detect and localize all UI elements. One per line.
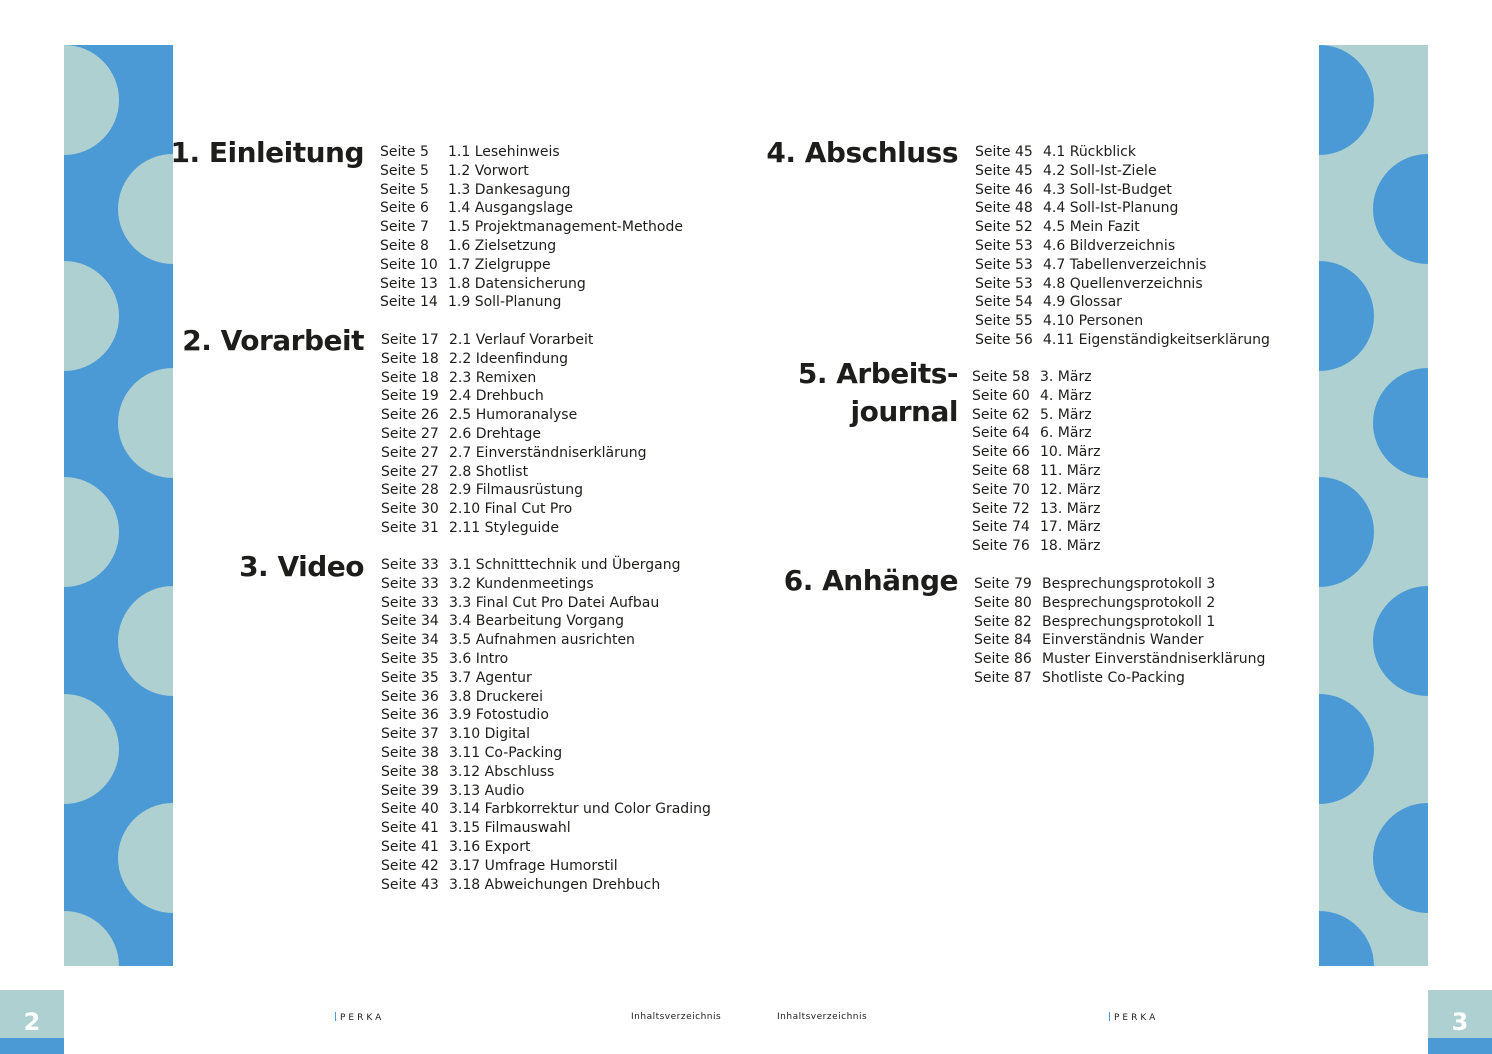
toc-page: Seite 27: [381, 463, 439, 480]
toc-label: 3.10 Digital: [449, 726, 531, 743]
entries-abschluss: [975, 143, 1270, 350]
toc-page: Seite 18: [381, 369, 439, 386]
page-number-text: 2: [23, 1008, 41, 1036]
toc-entry[interactable]: [381, 425, 647, 444]
toc-label: 3.11 Co-Packing: [449, 744, 563, 761]
brand-right: [1109, 1012, 1158, 1023]
section-title-line: 2. Vorarbeit: [182, 324, 364, 357]
toc-label: 4.10 Personen: [1043, 313, 1144, 330]
toc-page: Seite 33: [381, 557, 439, 573]
toc-label: Shotliste Co-Packing: [1042, 669, 1185, 686]
toc-label: 3.2 Kundenmeetings: [449, 575, 594, 592]
toc-page: Seite 10: [380, 256, 438, 273]
toc-label: 3.3 Final Cut Pro Datei Aufbau: [449, 594, 660, 611]
toc-page: Seite 43: [381, 876, 439, 893]
toc-label: 4.6 Bildverzeichnis: [1043, 237, 1176, 254]
toc-label: 4.1 Rückblick: [1043, 144, 1136, 160]
toc-entry[interactable]: [380, 293, 683, 312]
toc-entry[interactable]: [974, 613, 1265, 632]
toc-entry[interactable]: [381, 556, 711, 575]
toc-label: 2.1 Verlauf Vorarbeit: [449, 332, 594, 348]
toc-label: 3.14 Farbkorrektur und Color Grading: [449, 801, 711, 818]
toc-page: Seite 41: [381, 820, 439, 837]
toc-entry[interactable]: [381, 688, 711, 707]
brand-bar-icon: [1109, 1012, 1110, 1021]
toc-page: Seite 34: [381, 632, 439, 649]
toc-entry[interactable]: [380, 143, 683, 162]
toc-entry[interactable]: [381, 594, 711, 613]
toc-label: 3.4 Bearbeitung Vorgang: [449, 613, 625, 630]
toc-page: Seite 30: [381, 501, 439, 518]
toc-entry[interactable]: [380, 218, 683, 237]
left-decorative-strip: [64, 45, 173, 966]
page-number-text: 3: [1451, 1008, 1469, 1036]
toc-page: Seite 7: [380, 219, 429, 236]
toc-label: Besprechungsprotokoll 2: [1042, 594, 1216, 611]
section-title-arbeitsjournal: [798, 355, 958, 431]
entries-arbeitsjournal: [972, 368, 1100, 556]
toc-label: 2.7 Einverständniserklärung: [449, 444, 647, 461]
toc-entry[interactable]: [380, 256, 683, 275]
toc-entry[interactable]: [381, 819, 711, 838]
toc-label: 3.8 Druckerei: [449, 688, 543, 705]
toc-page: Seite 72: [972, 500, 1030, 517]
toc-label: 6. März: [1040, 425, 1092, 442]
toc-entry[interactable]: [381, 744, 711, 763]
toc-label: 4.4 Soll-Ist-Planung: [1043, 200, 1179, 217]
toc-label: 5. März: [1040, 406, 1092, 423]
toc-entry[interactable]: [972, 537, 1100, 556]
toc-label: 1.1 Lesehinweis: [448, 144, 560, 160]
toc-page: Seite 17: [381, 332, 439, 348]
toc-label: 17. März: [1040, 519, 1101, 536]
toc-page: Seite 45: [975, 162, 1033, 179]
toc-entry[interactable]: [381, 369, 647, 388]
section-title-line: 6. Anhänge: [783, 564, 958, 597]
toc-page: Seite 87: [974, 669, 1032, 686]
toc-entry[interactable]: [975, 275, 1270, 294]
toc-page: Seite 19: [381, 388, 439, 405]
toc-page: Seite 5: [380, 162, 429, 179]
toc-entry[interactable]: [975, 143, 1270, 162]
right-circle-pattern: [1319, 45, 1428, 966]
toc-entry[interactable]: [381, 706, 711, 725]
toc-page: Seite 84: [974, 632, 1032, 649]
toc-label: 3.12 Abschluss: [449, 763, 555, 780]
toc-entry[interactable]: [972, 406, 1100, 425]
toc-label: 3.7 Agentur: [449, 669, 532, 686]
toc-entry[interactable]: [381, 406, 647, 425]
toc-label: 1.5 Projektmanagement-Methode: [448, 219, 683, 236]
toc-page: Seite 34: [381, 613, 439, 630]
entries-anhaenge: [974, 575, 1265, 688]
toc-label: 2.8 Shotlist: [449, 463, 529, 480]
toc-label: 2.4 Drehbuch: [449, 388, 544, 405]
toc-entry[interactable]: [972, 462, 1100, 481]
toc-label: 1.4 Ausgangslage: [448, 200, 573, 217]
toc-page: Seite 36: [381, 688, 439, 705]
toc-page: Seite 40: [381, 801, 439, 818]
toc-label: 3.16 Export: [449, 838, 531, 855]
toc-page: Seite 76: [972, 538, 1030, 555]
toc-entry[interactable]: [381, 444, 647, 463]
toc-label: 4.3 Soll-Ist-Budget: [1043, 181, 1172, 198]
left-circle-pattern: [64, 45, 173, 966]
toc-label: 1.9 Soll-Planung: [448, 294, 562, 311]
toc-page: Seite 18: [381, 350, 439, 367]
toc-label: Besprechungsprotokoll 3: [1042, 576, 1216, 592]
toc-page: Seite 80: [974, 594, 1032, 611]
toc-page: Seite 37: [381, 726, 439, 743]
toc-label: 1.8 Datensicherung: [448, 275, 586, 292]
toc-entry[interactable]: [381, 763, 711, 782]
footer-label-right: Inhaltsverzeichnis: [777, 1012, 868, 1022]
toc-label: 3.18 Abweichungen Drehbuch: [449, 876, 661, 893]
toc-page: Seite 35: [381, 650, 439, 667]
toc-entry[interactable]: [381, 782, 711, 801]
toc-page: Seite 46: [975, 181, 1033, 198]
toc-entry[interactable]: [975, 237, 1270, 256]
section-title-line: 3. Video: [239, 550, 364, 583]
toc-label: 1.3 Dankesagung: [448, 181, 571, 198]
right-decorative-strip: [1319, 45, 1428, 966]
toc-entry[interactable]: [975, 181, 1270, 200]
page-number-bar: [0, 1038, 64, 1054]
page-number-bar: [1428, 1038, 1492, 1054]
toc-entry[interactable]: [381, 481, 647, 500]
toc-entry[interactable]: [974, 631, 1265, 650]
toc-entry[interactable]: [975, 331, 1270, 350]
section-title-line: 1. Einleitung: [170, 136, 364, 169]
toc-label: 11. März: [1040, 462, 1101, 479]
toc-page: Seite 64: [972, 425, 1030, 442]
toc-label: 3.1 Schnitttechnik und Übergang: [449, 557, 681, 573]
section-title-anhaenge: [784, 562, 958, 600]
toc-label: 4.5 Mein Fazit: [1043, 219, 1140, 236]
toc-entry[interactable]: [975, 312, 1270, 331]
section-title-einleitung: [170, 134, 364, 172]
toc-page: Seite 5: [380, 181, 429, 198]
toc-entry[interactable]: [380, 237, 683, 256]
toc-label: 10. März: [1040, 444, 1101, 461]
toc-entry[interactable]: [381, 500, 647, 519]
entries-einleitung: [380, 143, 683, 312]
toc-label: 3.13 Audio: [449, 782, 525, 799]
toc-entry[interactable]: [381, 857, 711, 876]
toc-entry[interactable]: [380, 199, 683, 218]
toc-page: Seite 27: [381, 425, 439, 442]
toc-entry[interactable]: [972, 518, 1100, 537]
section-title-vorarbeit: [182, 322, 364, 360]
toc-page: Seite 13: [380, 275, 438, 292]
toc-page: Seite 74: [972, 519, 1030, 536]
toc-label: 3.6 Intro: [449, 650, 509, 667]
toc-entry[interactable]: [972, 443, 1100, 462]
toc-entry[interactable]: [381, 612, 711, 631]
section-title-line: 4. Abschluss: [766, 136, 958, 169]
toc-entry[interactable]: [975, 256, 1270, 275]
toc-page: Seite 45: [975, 144, 1033, 160]
toc-entry[interactable]: [380, 181, 683, 200]
toc-page: Seite 14: [380, 294, 438, 311]
page-number-right: [1428, 990, 1492, 1054]
toc-entry[interactable]: [381, 650, 711, 669]
toc-label: 3. März: [1040, 369, 1092, 385]
toc-label: 4.9 Glossar: [1043, 294, 1122, 311]
toc-entry[interactable]: [381, 669, 711, 688]
toc-label: 4.11 Eigenständigkeitserklärung: [1043, 331, 1270, 348]
toc-entry[interactable]: [975, 199, 1270, 218]
toc-label: 2.10 Final Cut Pro: [449, 501, 573, 518]
toc-page: Seite 66: [972, 444, 1030, 461]
toc-label: Besprechungsprotokoll 1: [1042, 613, 1216, 630]
toc-page: Seite 38: [381, 763, 439, 780]
toc-label: 2.2 Ideenfindung: [449, 350, 569, 367]
toc-label: 3.9 Fotostudio: [449, 707, 549, 724]
toc-page: Seite 86: [974, 651, 1032, 668]
toc-page: Seite 55: [975, 313, 1033, 330]
page-number-left: [0, 990, 64, 1054]
brand-left: [335, 1012, 384, 1023]
section-title-video: [239, 548, 364, 586]
brand-bar-icon: [335, 1012, 336, 1021]
toc-page: Seite 42: [381, 857, 439, 874]
toc-label: 4.2 Soll-Ist-Ziele: [1043, 162, 1157, 179]
toc-label: 13. März: [1040, 500, 1101, 517]
toc-page: Seite 53: [975, 237, 1033, 254]
toc-page: Seite 6: [380, 200, 429, 217]
toc-label: 3.17 Umfrage Humorstil: [449, 857, 618, 874]
footer-label-left: Inhaltsverzeichnis: [631, 1012, 722, 1022]
section-title-abschluss: [766, 134, 958, 172]
toc-entry[interactable]: [975, 293, 1270, 312]
toc-label: 1.7 Zielgruppe: [448, 256, 551, 273]
toc-page: Seite 35: [381, 669, 439, 686]
toc-entry[interactable]: [972, 424, 1100, 443]
toc-entry[interactable]: [381, 725, 711, 744]
toc-label: 3.5 Aufnahmen ausrichten: [449, 632, 635, 649]
toc-label: 4. März: [1040, 387, 1092, 404]
toc-page: Seite 33: [381, 575, 439, 592]
toc-page: Seite 41: [381, 838, 439, 855]
toc-label: 2.11 Styleguide: [449, 519, 559, 536]
toc-label: 2.6 Drehtage: [449, 425, 541, 442]
toc-page: Seite 68: [972, 462, 1030, 479]
toc-entry[interactable]: [972, 481, 1100, 500]
toc-label: 12. März: [1040, 481, 1101, 498]
toc-page: Seite 52: [975, 219, 1033, 236]
toc-label: 1.2 Vorwort: [448, 162, 529, 179]
toc-page: Seite 53: [975, 256, 1033, 273]
toc-page: Seite 27: [381, 444, 439, 461]
toc-entry[interactable]: [380, 162, 683, 181]
toc-page: Seite 5: [380, 144, 429, 160]
toc-entry[interactable]: [380, 275, 683, 294]
toc-entry[interactable]: [972, 500, 1100, 519]
toc-entry[interactable]: [972, 368, 1100, 387]
toc-entry[interactable]: [381, 876, 711, 895]
toc-page: Seite 38: [381, 744, 439, 761]
toc-entry[interactable]: [381, 463, 647, 482]
toc-label: Muster Einverständniserklärung: [1042, 651, 1266, 668]
toc-entry[interactable]: [975, 218, 1270, 237]
toc-entry[interactable]: [974, 669, 1265, 688]
toc-page: Seite 58: [972, 369, 1030, 385]
toc-entry[interactable]: [381, 800, 711, 819]
brand-text: PERKA: [1114, 1013, 1159, 1023]
toc-page: Seite 39: [381, 782, 439, 799]
entries-vorarbeit: [381, 331, 647, 538]
toc-page: Seite 26: [381, 407, 439, 424]
toc-page: Seite 33: [381, 594, 439, 611]
toc-page: Seite 36: [381, 707, 439, 724]
section-title-line: journal: [850, 395, 958, 428]
toc-page: Seite 79: [974, 576, 1032, 592]
toc-label: 18. März: [1040, 538, 1101, 555]
toc-entry[interactable]: [381, 350, 647, 369]
toc-entry[interactable]: [974, 594, 1265, 613]
toc-label: 4.7 Tabellenverzeichnis: [1043, 256, 1207, 273]
toc-label: 2.5 Humoranalyse: [449, 407, 578, 424]
toc-label: 3.15 Filmauswahl: [449, 820, 571, 837]
toc-label: 1.6 Zielsetzung: [448, 237, 557, 254]
toc-page: Seite 82: [974, 613, 1032, 630]
toc-entry[interactable]: [974, 650, 1265, 669]
toc-entry[interactable]: [381, 519, 647, 538]
toc-entry[interactable]: [974, 575, 1265, 594]
toc-entry[interactable]: [381, 838, 711, 857]
toc-entry[interactable]: [975, 162, 1270, 181]
toc-entry[interactable]: [381, 331, 647, 350]
section-title-line: 5. Arbeits-: [797, 357, 958, 390]
toc-label: Einverständnis Wander: [1042, 632, 1204, 649]
toc-page: Seite 31: [381, 519, 439, 536]
brand-text: PERKA: [340, 1013, 385, 1023]
toc-page: Seite 62: [972, 406, 1030, 423]
toc-page: Seite 28: [381, 482, 439, 499]
toc-page: Seite 48: [975, 200, 1033, 217]
toc-page: Seite 53: [975, 275, 1033, 292]
toc-label: 4.8 Quellenverzeichnis: [1043, 275, 1203, 292]
toc-page: Seite 56: [975, 331, 1033, 348]
toc-entry[interactable]: [972, 387, 1100, 406]
toc-entry[interactable]: [381, 387, 647, 406]
entries-video: [381, 556, 711, 894]
toc-page: Seite 70: [972, 481, 1030, 498]
toc-label: 2.9 Filmausrüstung: [449, 482, 583, 499]
toc-label: 2.3 Remixen: [449, 369, 537, 386]
toc-entry[interactable]: [381, 631, 711, 650]
toc-entry[interactable]: [381, 575, 711, 594]
toc-page: Seite 60: [972, 387, 1030, 404]
toc-page: Seite 8: [380, 237, 429, 254]
toc-page: Seite 54: [975, 294, 1033, 311]
